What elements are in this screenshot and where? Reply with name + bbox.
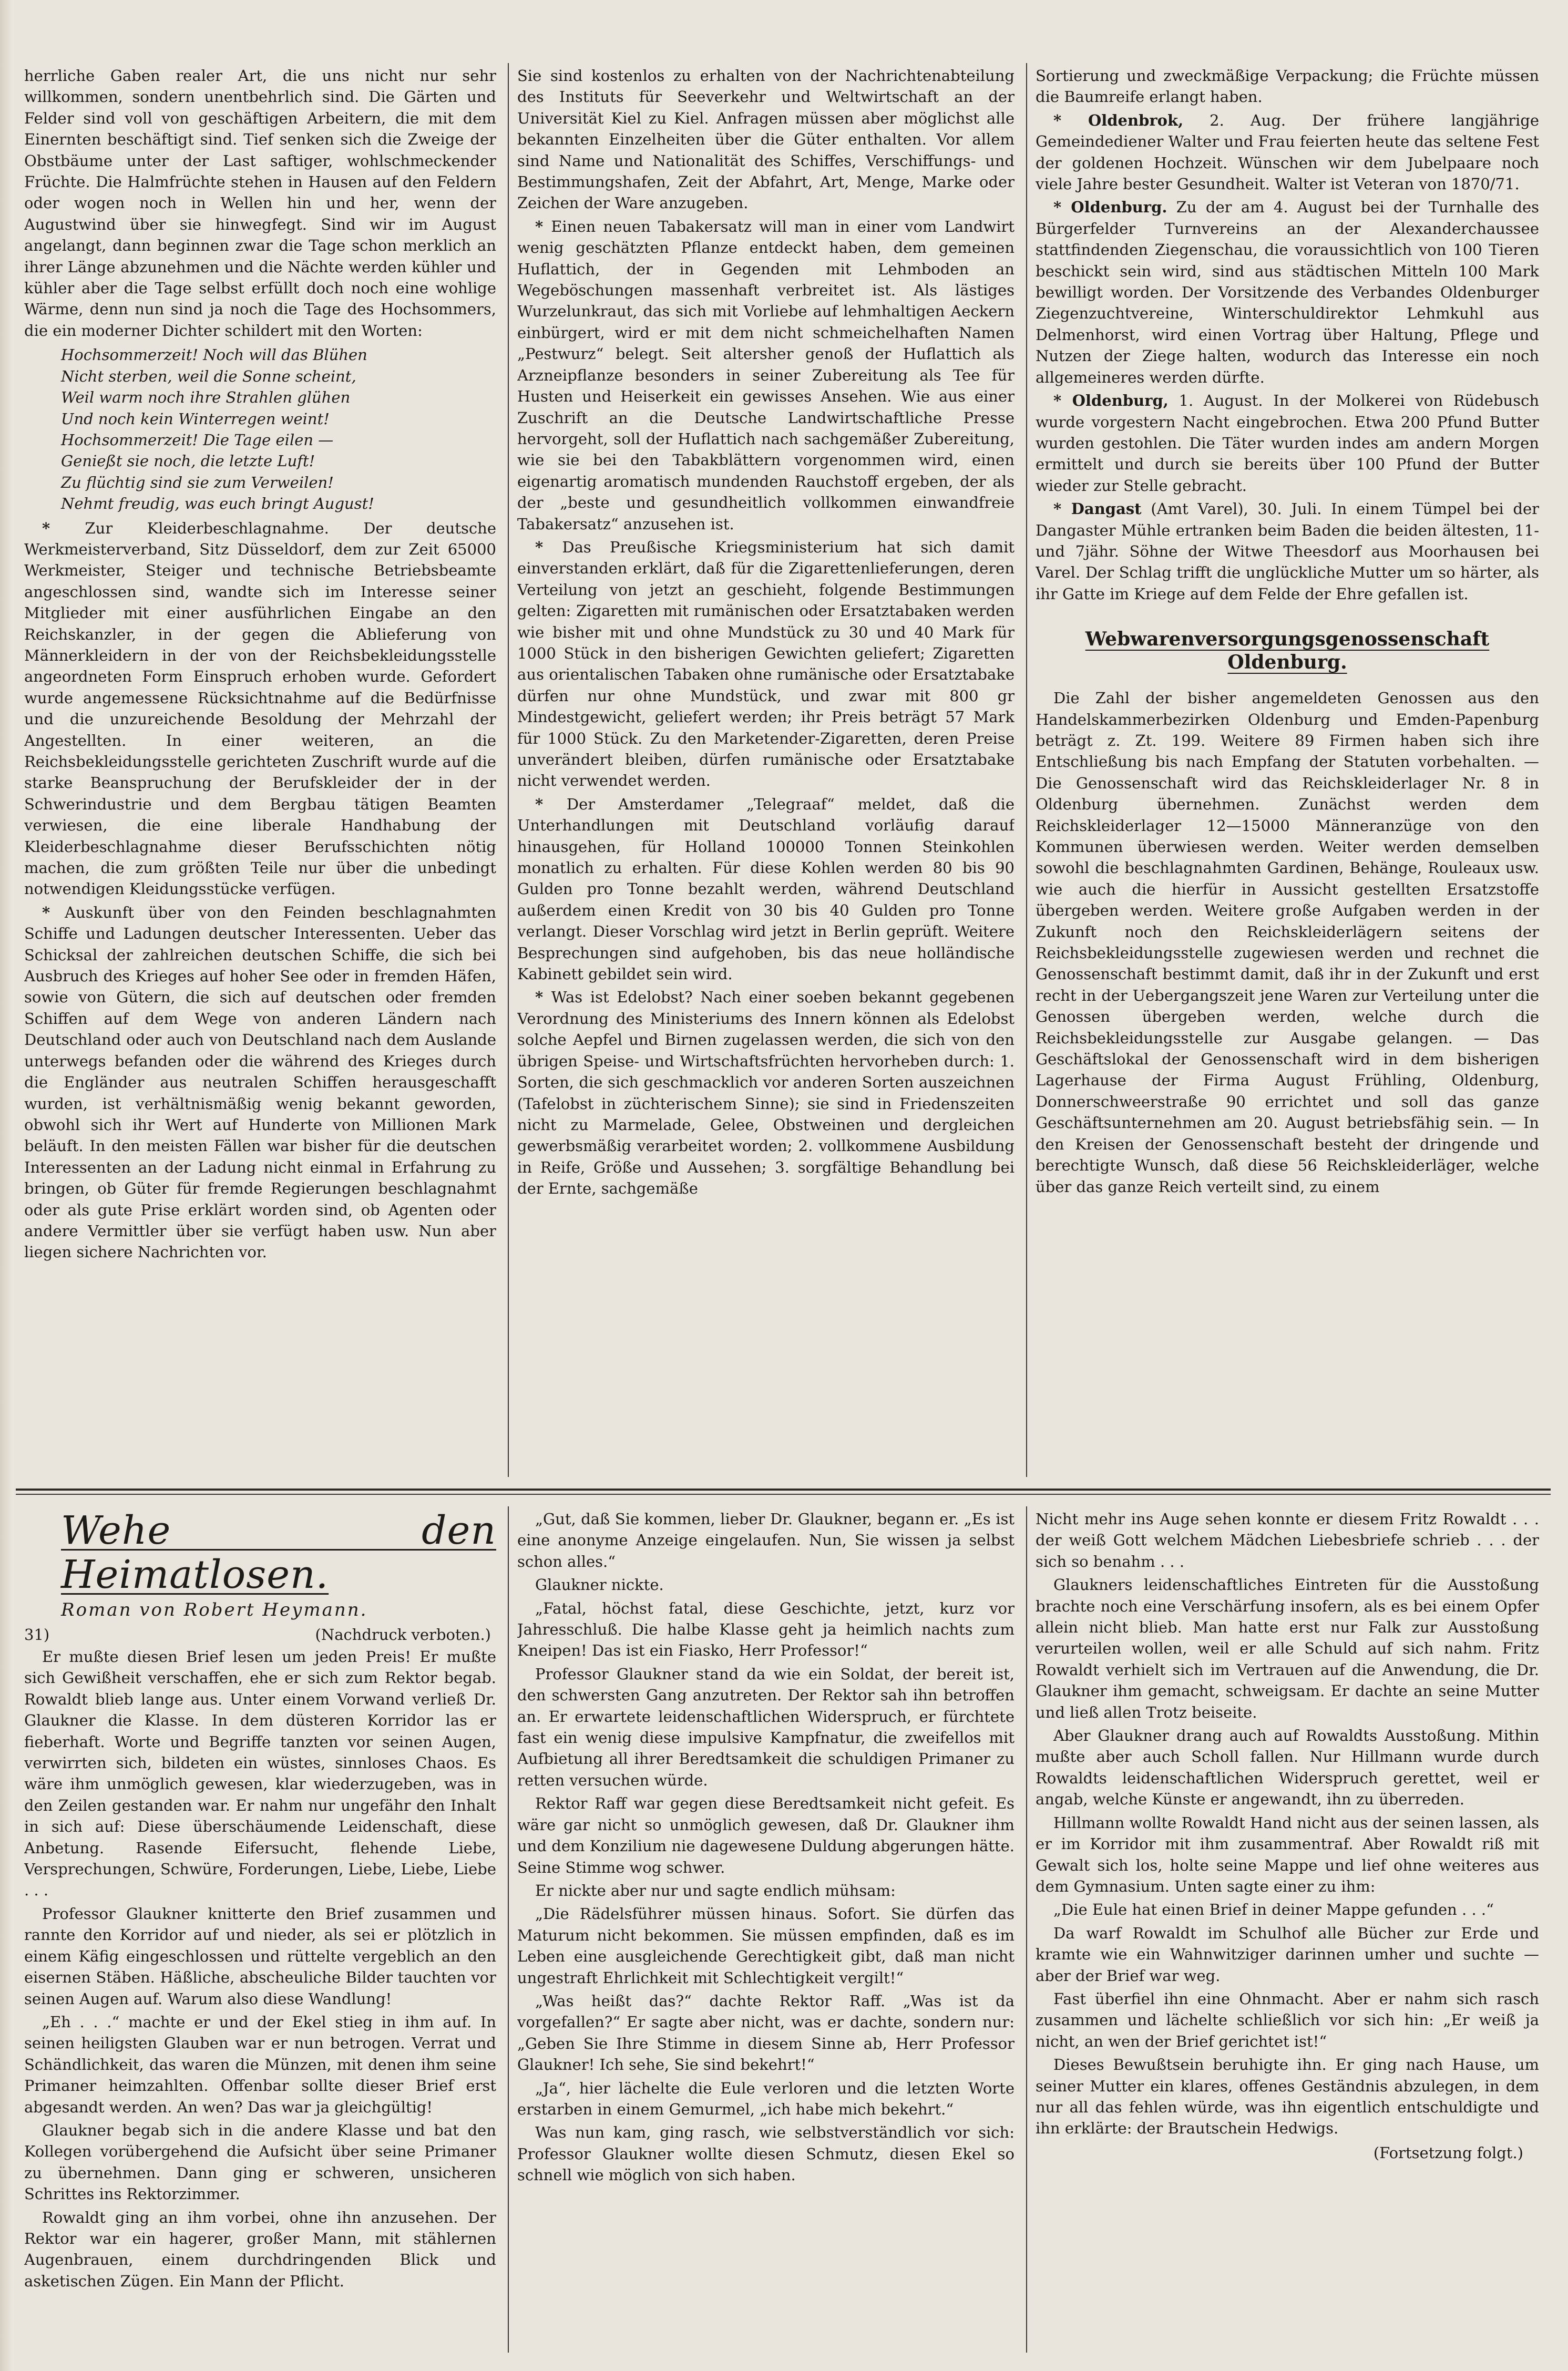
poem-line: Nicht sterben, weil die Sonne scheint, — [61, 367, 356, 385]
news-item-edelobst: * Was ist Edelobst? Nach einer soeben bekannt gegebenen Verordnung des Ministeriums des Innern können als Edelobst solche Aepfel und Birnen zugelassen werden, die sich von den übrigen Speise- und Wirtschaftsfrüchten hervorheben durch: 1. Sorten, die sich geschmacklich vor anderen Sorten auszeichnen (Tafelobst in züchterischem Sinne); sie sind in Friedenszeiten nicht zu Marmelade, Gelee, Obstweinen und dergleichen gewerbsmäßig verarbeitet worden; 2. vollkommene Ausbildung in Reife, Größe und Aussehen; 3. sorgfältige Behandlung bei der Ernte, sachgemäße — [517, 988, 1014, 1198]
edelobst-continuation: Sortierung und zweckmäßige Verpackung; die Früchte müssen die Baumreife erlangt haben. — [1036, 67, 1539, 106]
serial-paragraph: Er nickte aber nur und sagte endlich mühsam: — [535, 1881, 896, 1900]
serial-paragraph: Da warf Rowaldt im Schulhof alle Bücher zur Erde und kramte wie ein Wahnwitziger darinnen umher und suchte — aber der Brief war weg. — [1036, 1924, 1539, 1985]
serial-paragraph: „Die Rädelsführer müssen hinaus. Sofort. Sie dürfen das Maturum nicht bekommen. Sie müssen empfinden, daß es im Leben eine ausgleichende Gerechtigkeit gibt, daß man nicht ungestraft Ehrlichkeit mit Schlechtigkeit vergilt!“ — [517, 1905, 1014, 1987]
news-column-3 — [1036, 65, 1539, 1474]
serial-paragraph: „Ja“, hier lächelte die Eule verloren und die letzten Worte erstarben in einem Gemurmel, „ich habe mich bekehrt.“ — [517, 2079, 1014, 2118]
serial-paragraph: Fast überfiel ihn eine Ohnmacht. Aber er nahm sich rasch zusammen und lächelte schließlich vor sich hin: „Er weiß ja nicht, an wen der Brief gerichtet ist!“ — [1036, 1989, 1539, 2050]
serial-column-1 — [24, 1508, 496, 2349]
poem-line: Hochsommerzeit! Noch will das Blühen — [61, 346, 367, 364]
news-item-oldenbrok: * Oldenbrok, 2. Aug. Der frühere langjährige Gemeindediener Walter und Frau feierten heute das seltene Fest der goldenen Hochzeit. Wünschen wir dem Jubelpaare noch viele Jahre bester Gesundheit. Walter ist Veteran von 1870/71. — [1036, 111, 1539, 193]
column-divider — [1026, 1506, 1027, 2353]
serial-paragraph: Glaukner begab sich in die andere Klasse und bat den Kollegen vorübergehend die Aufsicht über seine Primaner zu übernehmen. Dann ging er schweren, unsicheren Schrittes ins Rektorzimmer. — [24, 2121, 496, 2203]
poem-line: Weil warm noch ihre Strahlen glühen — [61, 388, 351, 407]
column-divider — [508, 63, 509, 1477]
serial-paragraph: Aber Glaukner drang auch auf Rowaldts Ausstoßung. Mithin mußte aber auch Scholl fallen. Nur Hillmann wurde durch Rowaldts leidenschaftlichen Widerspruch gerettet, weil er angab, welche Künste er angewandt, ihn zu überreden. — [1036, 1727, 1539, 1809]
news-item-war-ministry: * Das Preußische Kriegsministerium hat sich damit einverstanden erklärt, daß für die Zigarettenlieferungen, deren Verteilung von jetzt an geschieht, folgende Bestimmungen gelten: Zigaretten mit rumänischen oder Ersatztabaken werden wie bisher mit und ohne Mundstück zu 30 und 40 Mark für 1000 Stück in den bisherigen Gewichten geliefert; Zigaretten aus orientalischen Tabaken ohne rumänische oder Ersatztabake dürfen nur ohne Mundstück, und zwar mit 800 gr Mindestgewicht, geliefert werden; ihr Preis beträgt 57 Mark für 1000 Stück. Zu den Marketender-Zigaretten, deren Preise unverändert bleiben, dürfen rumänische oder Ersatztabake nicht verwendet werden. — [517, 538, 1014, 790]
column-divider — [1026, 63, 1027, 1477]
news-item-ship-information: * Auskunft über von den Feinden beschlagnahmten Schiffe und Ladungen deutscher Interessenten. Ueber das Schicksal der zahlreichen deutschen Schiffe, die sich bei Ausbruch des Krieges auf hoher See oder in fremden Häfen, sowie von Gütern, die sich auf deutschen oder fremden Schiffen auf dem Wege von anderen Ländern nach Deutschland oder auch von Deutschland nach dem Auslande unterwegs befanden oder die während des Krieges durch die Engländer aus neutralen Schiffen herausgeschafft wurden, ist verhältnismäßig wenig bekannt geworden, obwohl sich ihr Wert auf Hunderte von Millionen Mark beläuft. In den meisten Fällen war bisher für die deutschen Interessenten an der Ladung nicht einmal in Erfahrung zu bringen, ob Güter für fremde Regierungen beschlagnahmt oder als gute Prise erklärt worden sind, ob Agenten oder andere Vermittler über sie verfügt haben usw. Nun aber liegen sichere Nachrichten vor. — [24, 903, 496, 1261]
serial-paragraph: Dieses Bewußtsein beruhigte ihn. Er ging nach Hause, um seiner Mutter ein klares, offenes Geständnis abzulegen, in dem nur all das fehlen würde, was ihn eigentlich entschuldigte und ihn erklärte: der Brautschein Hedwigs. — [1036, 2056, 1539, 2138]
poem-line: Hochsommerzeit! Die Tage eilen — — [61, 430, 334, 449]
installment-number: 31) — [24, 1626, 50, 1644]
section-divider — [16, 1489, 1551, 1491]
serial-paragraph: Professor Glaukner knitterte den Brief zusammen und rannte den Korridor auf und nieder, als sei er plötzlich in einem Käfig eingeschlossen und rüttelte vergeblich an den eisernen Stäben. Häßliche, abscheuliche Bilder tauchten vor seinen Augen auf. Warum also diese Wandlung! — [24, 1904, 496, 2008]
serial-paragraph: Hillmann wollte Rowaldt Hand nicht aus der seinen lassen, als er im Korridor mit ihm zusammentraf. Aber Rowaldt riß mit Gewalt sich los, holte seine Mappe und lief ohne weiteres aus dem Gymnasium. Unten sagte einer zu ihm: — [1036, 1813, 1539, 1895]
news-item-telegraaf: * Der Amsterdamer „Telegraaf“ meldet, daß die Unterhandlungen mit Deutschland vorläufig darauf hinausgehen, für Holland 100000 Tonnen Steinkohlen monatlich zu erhalten. Für diese Kohlen werden 80 bis 90 Gulden pro Tonne bezahlt werden, während Deutschland außerdem einen Kredit von 30 bis 40 Gulden pro Tonne verlangt. Dieser Vorschlag wird jetzt in Berlin geprüft. Weitere Besprechungen sind aufgehoben, bis das neue holländische Kabinett gebildet sein wird. — [517, 795, 1014, 983]
news-item-clothing-seizure: * Zur Kleiderbeschlagnahme. Der deutsche Werkmeisterverband, Sitz Düsseldorf, dem zur Zeit 65000 Werkmeister, Steiger und technische Betriebsbeamte angeschlossen sind, wandte sich im Interesse seiner Mitglieder mit einer ausführlichen Eingabe an den Reichskanzler, in der gegen die Ablieferung von Männerkleidern in der von der Reichsbekleidungsstelle angeordneten Form Einspruch erhoben wurde. Gefordert wurde angemessene Rücksichtnahme auf die Bedürfnisse und die unzureichende Besoldung der Mehrzahl der Angestellten. In einer weiteren, an die Reichsbekleidungsstelle gerichteten Zuschrift wurde auf die starke Beanspruchung der Berufskleider der in der Schwerindustrie und dem Bergbau tätigen Beamten verwiesen, die eine liberale Handhabung der Kleiderbeschlagnahme dieser Berufsschichten nötig machen, die zum größten Teile nur über die unbedingt notwendigen Kleidungsstücke verfügen. — [24, 519, 496, 898]
serial-author: Roman von Robert Heymann. — [61, 1599, 368, 1620]
serial-paragraph: „Eh . . .“ machte er und der Ekel stieg in ihm auf. In seinen heiligsten Glauben war er nun betrogen. Verrat und Schändlichkeit, das waren die Münzen, mit denen ihm seine Primaner heimzahlten. Offenbar sollte dieser Brief erst abgesandt werden. An wen? Das war ja gleichgültig! — [24, 2013, 496, 2116]
section-divider-secondary — [16, 1494, 1551, 1495]
reprint-notice: (Nachdruck verboten.) — [315, 1626, 491, 1644]
serial-title: Wehe den Heimatlosen. — [61, 1508, 496, 1597]
news-item-oldenburg-goat-show: * Oldenburg. Zu der am 4. August bei der Turnhalle des Bürgerfelder Turnvereins an der Alexanderchaussee stattfindenden Ziegenschau, die voraussichtlich von 100 Tieren beschickt sein wird, sind aus städtischen Mitteln 100 Mark bewilligt worden. Der Vorsitzende des Verbandes Oldenburger Ziegenzuchtvereine, Winterschuldirektor Lehmkuhl aus Delmenhorst, wird einen Vortrag über Haltung, Pflege und Nutzen der Ziege halten, wodurch das Interesse ein noch allgemeineres werden dürfte. — [1036, 198, 1539, 386]
news-item-oldenburg-burglary: * Oldenburg, 1. August. In der Molkerei von Rüdebusch wurde vorgestern Nacht eingebrochen. Etwa 200 Pfund Butter wurden gestohlen. Die Täter wurden indes am andern Morgen ermittelt und durch sie bereits über 100 Pfund der Butter wieder zur Stelle gebracht. — [1036, 392, 1539, 495]
news-column-1 — [24, 65, 496, 1474]
news-column-2 — [517, 65, 1014, 1474]
serial-paragraph: Was nun kam, ging rasch, wie selbstverständlich vor sich: Professor Glaukner wollte diesen Schmutz, diesen Ekel so schnell wie möglich von sich haben. — [517, 2123, 1014, 2184]
to-be-continued: (Fortsetzung folgt.) — [1373, 2143, 1523, 2162]
august-intro: herrliche Gaben realer Art, die uns nicht nur sehr willkommen, sondern unentbehrlich sind. Die Gärten und Felder sind voll von geschäftigen Arbeitern, die mit dem Einernten beschäftigt sind. Tief senken sich die Zweige der Obstbäume unter der Last saftiger, wohlschmeckender Früchte. Die Halmfrüchte stehen in Hausen auf den Feldern oder wogen noch in Wellen hin und her, wenn der Augustwind über sie hinwegfegt. Sind wir im August angelangt, dann beginnen zwar die Tage schon merklich an ihrer Länge abzunehmen und die Nächte werden kühler und kühler aber die Tage selbst erfüllt doch noch eine wohlige Wärme, denn nun sind ja noch die Tage des Hochsommers, die ein moderner Dichter schildert mit den Worten: — [24, 67, 496, 340]
serial-paragraph: Nicht mehr ins Auge sehen konnte er diesem Fritz Rowaldt . . . der weiß Gott welchem Mädchen Liebesbriefe schrieb . . . der sich so benahm . . . — [1036, 1510, 1539, 1571]
serial-column-3 — [1036, 1508, 1539, 2349]
serial-paragraph: Rektor Raff war gegen diese Beredtsamkeit nicht gefeit. Es wäre gar nicht so unmöglich gewesen, daß Dr. Glaukner ihm und dem Konzilium nie dagewesene Duldung abgerungen hätte. Seine Stimme wog schwer. — [517, 1794, 1014, 1876]
poem-line: Genießt sie noch, die letzte Luft! — [61, 452, 315, 470]
poem-line: Und noch kein Winterregen weint! — [61, 409, 330, 428]
serial-column-2 — [517, 1508, 1014, 2349]
serial-paragraph: Rowaldt ging an ihm vorbei, ohne ihn anzusehen. Der Rektor war ein hagerer, großer Mann, mit stählernen Augenbrauen, einem durchdringenden Blick und asketischen Zügen. Ein Mann der Pflicht. — [24, 2208, 496, 2290]
webwaren-heading: Webwarenversorgungsgenossenschaft Oldenburg. — [1085, 628, 1490, 674]
news-item-kiel-institute: Sie sind kostenlos zu erhalten von der Nachrichtenabteilung des Instituts für Seeverkehr und Weltwirtschaft an der Universität Kiel zu Kiel. Anfragen müssen aber möglichst alle bekannten Einzelheiten über die Güter enthalten. Vor allem sind Name und Nationalität des Schiffes, Verschiffungs- und Bestimmungshafen, Zeit der Abfahrt, Art, Menge, Marke oder Zeichen der Ware anzugeben. — [517, 67, 1014, 212]
news-item-tobacco-substitute: * Einen neuen Tabakersatz will man in einer vom Landwirt wenig geschätzten Pflanze entdeckt haben, dem gemeinen Huflattich, der in Gegenden mit Lehmboden an Wegeböschungen massenhaft verbreitet ist. Als lästiges Wurzelunkraut, das sich mit Vorliebe auf lehmhaltigen Aeckern einbürgert, wird er mit dem nicht schmeichelhaften Namen „Pestwurz“ belegt. Seit altersher genoß der Huflattich als Arzneipflanze besonders in seiner Zubereitung als Tee für Husten und Heiserkeit ein gewisses Ansehen. Wie aus einer Zuschrift an die Deutsche Landwirtschaftliche Presse hervorgeht, soll der Huflattich nach sachgemäßer Zubereitung, wie sie bei den Tabakblättern vorgenommen wird, einen eigenartig aromatisch mundenden Rauchstoff ergeben, der als der „beste und gesundheitlich vollkommen einwandfreie Tabakersatz“ anzusehen ist. — [517, 217, 1014, 533]
webwaren-article: Die Zahl der bisher angemeldeten Genossen aus den Handelskammerbezirken Oldenburg und Emden-Papenburg beträgt z. Zt. 199. Weitere 89 Firmen haben sich ihre Entschließung bis nach Empfang der Statuten vorbehalten. — Die Genossenschaft wird das Reichskleiderlager Nr. 8 in Oldenburg übernehmen. Zunächst werden dem Reichskleiderlager 12—15000 Männeranzüge von den Kommunen überwiesen werden. Weiter werden demselben sowohl die beschlagnahmten Gardinen, Behänge, Rouleaux usw. wie auch die hierfür in Aussicht gestellten Ersatzstoffe übergeben werden. Weitere große Aufgaben werden in der Zukunft noch den Reichskleiderlägern seitens der Reichsbekleidungsstelle zugewiesen werden und rechnet die Genossenschaft bestimmt damit, daß ihr in der Zukunft und erst recht in der Uebergangszeit jene Waren zur Verteilung unter die Genossen übergeben werden, welche durch die Reichsbekleidungsstelle zur Ausgabe gelangen. — Das Geschäftslokal der Genossenschaft wird in dem bisherigen Lagerhause der Firma August Frühling, Oldenburg, Donnerschweerstraße 90 errichtet und soll das ganze Geschäftsunternehmen am 20. August betriebsfähig sein. — In den Kreisen der Genossenschaft besteht der dringende und berechtigte Wunsch, daß diese 56 Reichskleiderläger, welche über das ganze Reich verteilt sind, zu einem — [1036, 689, 1539, 1196]
page-binding-edge — [0, 0, 14, 2371]
serial-paragraph: Glaukner nickte. — [535, 1576, 664, 1594]
serial-paragraph: Professor Glaukner stand da wie ein Soldat, der bereit ist, den schwersten Gang anzutreten. Der Rektor sah ihn betroffen an. Er erwartete leidenschaftlichen Widerspruch, er fürchtete fast ein wenig diese impulsive Kampfnatur, die zweifellos mit Aufbietung all ihrer Beredtsamkeit die schuldigen Primaner zu retten versuchen würde. — [517, 1665, 1014, 1789]
serial-paragraph: Glaukners leidenschaftliches Eintreten für die Ausstoßung brachte noch eine Verschärfung insofern, als es bei einem Opfer allein nicht blieb. Man hatte erst nur Falk zur Ausstoßung verurteilen wollen, weil er alle Schuld auf sich nahm. Fritz Rowaldt verhielt sich im Vertrauen auf die Anwendung, die Dr. Glaukner ihm gemacht, schweigsam. Er dachte an seine Mutter und ließ allen Trotz beiseite. — [1036, 1576, 1539, 1721]
serial-paragraph: „Die Eule hat einen Brief in deiner Mappe gefunden . . .“ — [1053, 1901, 1494, 1919]
news-item-dangast: * Dangast (Amt Varel), 30. Juli. In einem Tümpel bei der Dangaster Mühle ertranken beim Baden die beiden ältesten, 11- und 7jähr. Söhne der Witwe Theesdorf aus Moorhausen bei Varel. Der Schlag trifft die unglückliche Mutter um so härter, als ihr Gatte im Kriege auf dem Felde der Ehre gefallen ist. — [1036, 500, 1539, 603]
serial-paragraph: „Fatal, höchst fatal, diese Geschichte, jetzt, kurz vor Jahresschluß. Die halbe Klasse geht ja heimlich nachts zum Kneipen! Das ist ein Fiasko, Herr Professor!“ — [517, 1599, 1014, 1660]
serial-paragraph: Er mußte diesen Brief lesen um jeden Preis! Er mußte sich Gewißheit verschaffen, ehe er sich zum Rektor begab. Rowaldt blieb lange aus. Unter einem Vorwand verließ Dr. Glaukner die Klasse. In dem düsteren Korridor las er fieberhaft. Worte und Begriffe tanzten vor seinen Augen, verwirrten sich, bildeten ein wüstes, sinnloses Chaos. Es wäre ihm unmöglich gewesen, klar wiederzugeben, was in den Zeilen gestanden war. Er nahm nur ungefähr den Inhalt in sich auf: Diese überschäumende Leidenschaft, diese Anbetung. Rasende Eifersucht, flehende Liebe, Versprechungen, Schwüre, Forderungen, Liebe, Liebe, Liebe . . . — [24, 1648, 496, 1900]
poem-line: Nehmt freudig, was euch bringt August! — [61, 495, 374, 513]
poem-line: Zu flüchtig sind sie zum Verweilen! — [61, 473, 334, 491]
summer-poem — [61, 344, 496, 514]
serial-paragraph: „Gut, daß Sie kommen, lieber Dr. Glaukner, begann er. „Es ist eine anonyme Anzeige eingelaufen. Nun, Sie wissen ja selbst schon alles.“ — [517, 1510, 1014, 1571]
serial-meta — [24, 1624, 496, 1646]
serial-continuation-note — [1036, 2142, 1539, 2163]
serial-paragraph: „Was heißt das?“ dachte Rektor Raff. „Was ist da vorgefallen?“ Er sagte aber nicht, was er dachte, sondern nur: „Geben Sie Ihre Stimme in diesem Sinne ab, Herr Professor Glaukner! Ich sehe, Sie sind bekehrt!“ — [517, 1992, 1014, 2074]
column-divider — [508, 1506, 509, 2353]
